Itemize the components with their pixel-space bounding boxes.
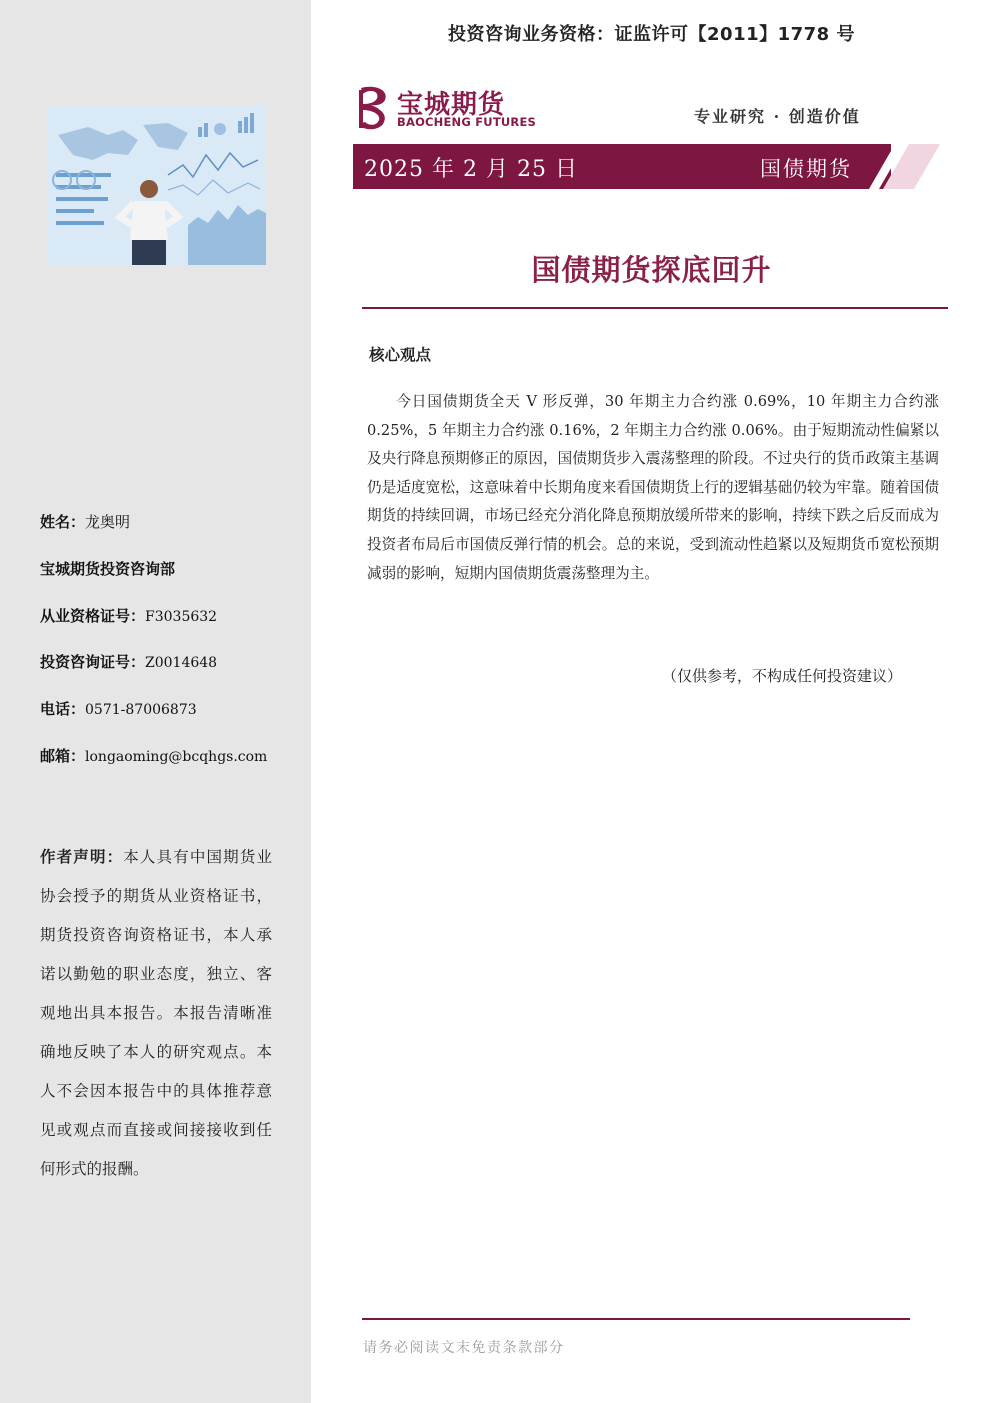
phone-info xyxy=(40,698,197,719)
consult-number: Z0014648 xyxy=(145,655,218,671)
consult-label: 投资咨询证号： xyxy=(40,653,146,671)
footer-notice: 请务必阅读文末免责条款部分 xyxy=(363,1340,565,1356)
consult-info xyxy=(40,651,217,672)
phone-number: 0571-87006873 xyxy=(85,702,197,718)
email-info xyxy=(40,745,267,766)
qualification-line: 投资咨询业务资格：证监许可【2011】1778 号 xyxy=(448,24,855,45)
author-label: 姓名： xyxy=(40,513,86,531)
analyst-illustration xyxy=(48,105,266,265)
email-address[interactable]: longaoming@bcqhgs.com xyxy=(85,749,268,765)
department-name: 宝城期货投资咨询部 xyxy=(40,560,176,578)
report-title: 国债期货探底回升 xyxy=(531,253,772,287)
email-label: 邮箱： xyxy=(40,747,86,765)
declaration-label: 作者声明： xyxy=(40,848,124,866)
section-heading: 核心观点 xyxy=(369,346,432,364)
report-category: 国债期货 xyxy=(760,157,852,181)
license-label: 从业资格证号： xyxy=(40,607,146,625)
sidebar xyxy=(0,0,311,1403)
phone-label: 电话： xyxy=(40,700,86,718)
department-info xyxy=(40,558,175,579)
logo-chinese: 宝城期货 xyxy=(397,90,506,120)
report-date: 2025 年 2 月 25 日 xyxy=(364,157,578,182)
author-declaration xyxy=(40,838,272,1189)
investment-disclaimer: （仅供参考，不构成任何投资建议） xyxy=(662,667,903,685)
report-body: 今日国债期货全天 V 形反弹，30 年期主力合约涨 0.69%，10 年期主力合约涨 0.25%，5 年期主力合约涨 0.16%，2 年期主力合约涨 0.06%。由于短期流动性偏紧以及央行降息预期修正的原因，国债期货步入震荡整理的阶段。不过央行的货币政策主基调仍是适度宽松，这意味着中长期角度来看国债期货上行的逻辑基础仍较为牢靠。随着国债期货的持续回调，市场已经充分消化降息预期放缓所带来的影响，持续下跌之后反而成为投资者布局后市国债反弹行情的机会。总的来说，受到流动性趋紧以及短期货币宽松预期减弱的影响，短期内国债期货震荡整理为主。 xyxy=(367,393,939,582)
author-name: 龙奥明 xyxy=(85,513,131,531)
hero-image xyxy=(48,105,266,265)
logo-english: BAOCHENG FUTURES xyxy=(397,115,536,129)
author-info xyxy=(40,511,130,532)
title-divider xyxy=(362,307,948,309)
footer-divider xyxy=(362,1318,910,1320)
declaration-text: 本人具有中国期货业协会授予的期货从业资格证书，期货投资咨询资格证书，本人承诺以勤勉的职业态度，独立、客观地出具本报告。本报告清晰准确地反映了本人的研究观点。本人不会因本报告中的具体推荐意见或观点而直接或间接接收到任何形式的报酬。 xyxy=(40,848,272,1178)
slogan: 专业研究 · 创造价值 xyxy=(694,107,861,126)
license-info xyxy=(40,605,217,626)
license-number: F3035632 xyxy=(145,609,218,625)
